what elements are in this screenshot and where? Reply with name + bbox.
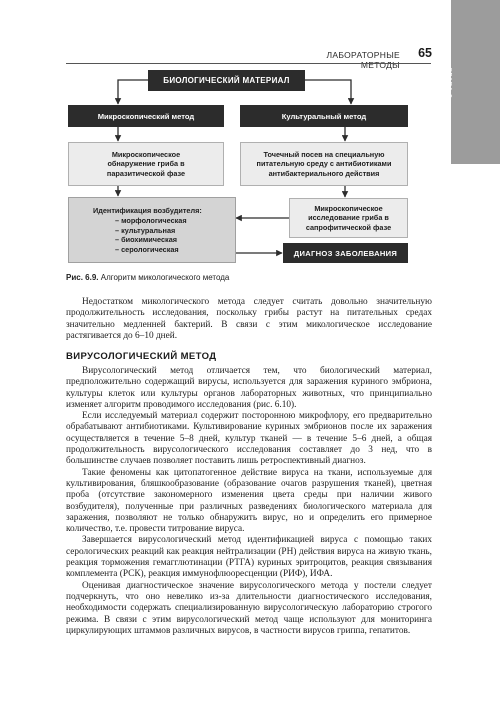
identification-item: – культуральная — [115, 225, 176, 235]
flowchart-diagnosis: ДИАГНОЗ ЗАБОЛЕВАНИЯ — [283, 243, 408, 263]
paragraph-text: Завершается вирусологический метод идентификацией вируса с помощью таких серологических реакций как реакция нейтрализации (РН) действия вируса на живую ткань, реакция торможения гемагглютинации (РТГА) куриных эритроцитов, реакция связывания комплемента (РСК), реакция иммунофлюоресценции (РИФ), ИФА. — [66, 535, 432, 580]
identification-title: Идентификация возбудителя: — [93, 206, 202, 215]
paragraph-text: Вирусологический метод отличается тем, что биологический материал, предположительно содержащий вирусы, используется для заражения куриного эмбриона, культуры клеток или культуры органов лабораторных животных, что принципиально изменяет алгоритм проводимого исследования (рис. 6.10). — [66, 366, 432, 410]
paragraph-drawback — [66, 297, 432, 342]
virology-text — [66, 366, 432, 637]
flowchart-left-method: Микроскопический метод — [68, 105, 224, 127]
identification-item: – морфологическая — [115, 215, 187, 225]
paragraph-text: Недостатком микологического метода следует считать довольно значительную продолжительность исследования, поскольку грибы растут на питательных средах значительно медленней бактерий. В связи с этим микологическое исследование растягивается до 6–10 дней. — [66, 297, 432, 341]
paragraph-text: Такие феномены как цитопатогенное действие вируса на ткани, используемые для культивирования, бляшкообразование (образование очагов разрушения тканей), цветная проба (отсутствие закономерного изменения цвета среды при наличии живого возбудителя), полученные при различных разведениях биологического материала для заражения, позволяют не только обнаружить вирус, но и определить его примерное количество, т.е. провести титрование вируса. — [66, 467, 432, 535]
flowchart-saprophytic: Микроскопическое исследование гриба в сапрофитической фазе — [289, 198, 408, 238]
caption-label: Рис. 6.9. — [66, 273, 99, 282]
arrow-root-right — [305, 80, 351, 104]
section-title: ВИРУСОЛОГИЧЕСКИЙ МЕТОД — [66, 351, 217, 362]
caption-text: Алгоритм микологического метода — [100, 273, 230, 282]
page-number: 65 — [418, 46, 432, 60]
identification-item: – биохимическая — [115, 235, 178, 245]
flowchart-identification — [68, 197, 236, 263]
paragraph-text: Оценивая диагностическое значение вирусологического метода у постели следует подчеркнуть, что оно невелико из-за длительности диагностического исследования, необходимости содержать специализированную вирусологическую лабораторию строгого режима. В связи с этим вирусологический метод чаще используют для мониторинга циркулирующих штаммов различных вирусов, в частности вирусов гриппа, гепатитов. — [66, 580, 432, 636]
flowchart-left-step: Микроскопическое обнаружение гриба в паразитической фазе — [68, 142, 224, 186]
chapter-tab-label: ГЛАВА 6 — [445, 67, 452, 99]
paragraph-text: Если исследуемый материал содержит посторонною микрофлору, его предварительно обрабатывают антибиотиками. Культивирование куриных эмбрионов после их заражения осуществляется в течение 5–8 дней, культур тканей — в течение 5–6 дней, а общая продолжительность вирусологического исследования составляет до 3 нед, что в большинстве случаев позволяет поставить лишь ретроспективный диагноз. — [66, 411, 432, 467]
arrow-root-left — [118, 80, 148, 104]
figure-caption — [66, 273, 426, 282]
flowchart-right-step: Точечный посев на специальную питательную среду с антибиотиками антибактериального действия — [240, 142, 408, 186]
flowchart-right-method: Культуральный метод — [240, 105, 408, 127]
running-head: ЛАБОРАТОРНЫЕ МЕТОДЫ — [326, 50, 400, 70]
identification-item: – серологическая — [115, 245, 179, 255]
flowchart-root: БИОЛОГИЧЕСКИЙ МАТЕРИАЛ — [148, 70, 305, 91]
